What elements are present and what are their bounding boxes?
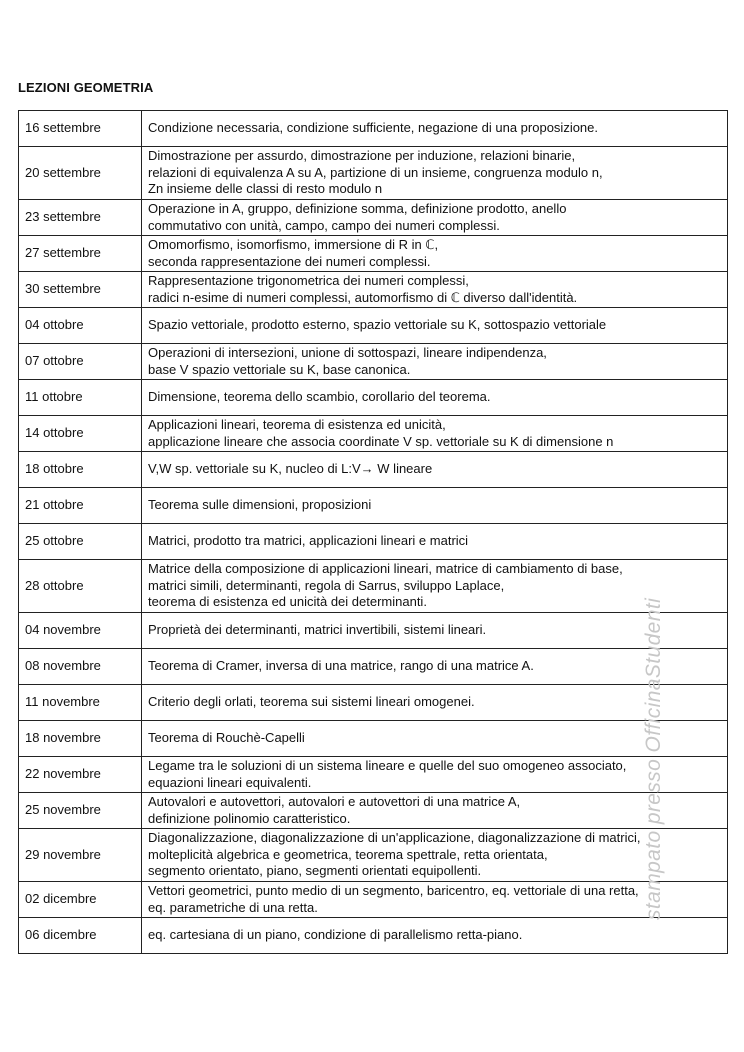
table-row: [19, 524, 728, 560]
lesson-topic-line: Autovalori e autovettori, autovalori e autovettori di una matrice A,: [148, 794, 521, 809]
lesson-topic-line: V,W sp. vettoriale su K, nucleo di L:V→ W lineare: [148, 461, 433, 477]
table-row: [19, 452, 728, 488]
lesson-topic-line: Teorema di Cramer, inversa di una matrice, rango di una matrice A.: [148, 658, 534, 674]
lesson-topic-line: segmento orientato, piano, segmenti orientati equipollenti.: [148, 863, 482, 879]
table-row: [19, 272, 728, 308]
lesson-topic: [142, 757, 728, 793]
table-row: [19, 757, 728, 793]
lesson-topic: [142, 882, 728, 918]
lesson-topic: [142, 416, 728, 452]
lesson-date: 07 ottobre: [19, 344, 142, 380]
lesson-date: 04 ottobre: [19, 308, 142, 344]
lesson-date: 22 novembre: [19, 757, 142, 793]
lesson-date: 30 settembre: [19, 272, 142, 308]
lesson-topic: [142, 236, 728, 272]
lesson-topic: [142, 793, 728, 829]
lesson-date: 25 novembre: [19, 793, 142, 829]
table-row: [19, 111, 728, 147]
table-row: [19, 344, 728, 380]
lesson-date: 21 ottobre: [19, 488, 142, 524]
lesson-date: 08 novembre: [19, 649, 142, 685]
lesson-topic: [142, 918, 728, 954]
lesson-topic-line: Omomorfismo, isomorfismo, immersione di R in ℂ,: [148, 237, 439, 252]
lessons-table-body: [19, 111, 728, 954]
lesson-topic: [142, 721, 728, 757]
table-row: [19, 308, 728, 344]
table-row: [19, 793, 728, 829]
table-row: [19, 882, 728, 918]
lesson-topic-line: applicazione lineare che associa coordinate V sp. vettoriale su K di dimensione n: [148, 433, 614, 449]
lesson-date: 23 settembre: [19, 200, 142, 236]
page-title: LEZIONI GEOMETRIA: [18, 80, 154, 95]
lesson-date: 11 novembre: [19, 685, 142, 721]
lesson-date: 28 ottobre: [19, 560, 142, 613]
lesson-topic: [142, 829, 728, 882]
lesson-topic-line: base V spazio vettoriale su K, base canonica.: [148, 361, 411, 377]
lesson-topic-line: Zn insieme delle classi di resto modulo n: [148, 181, 383, 197]
watermark: stampato presso OfficinaStudenti: [642, 597, 665, 920]
lesson-date: 20 settembre: [19, 147, 142, 200]
table-row: [19, 200, 728, 236]
lesson-date: 11 ottobre: [19, 380, 142, 416]
lesson-topic-line: Diagonalizzazione, diagonalizzazione di un'applicazione, diagonalizzazione di matrici,: [148, 830, 641, 846]
lesson-topic-line: Matrice della composizione di applicazioni lineari, matrice di cambiamento di base,: [148, 561, 623, 577]
lesson-topic: [142, 685, 728, 721]
lesson-topic-line: eq. cartesiana di un piano, condizione di parallelismo retta-piano.: [148, 927, 523, 943]
table-row: [19, 380, 728, 416]
lesson-date: 29 novembre: [19, 829, 142, 882]
lesson-topic: [142, 380, 728, 416]
lesson-topic-line: Proprietà dei determinanti, matrici invertibili, sistemi lineari.: [148, 622, 487, 638]
lessons-table: [18, 110, 728, 954]
table-row: [19, 649, 728, 685]
lesson-topic-line: Spazio vettoriale, prodotto esterno, spazio vettoriale su K, sottospazio vettoriale: [148, 317, 607, 333]
table-row: [19, 829, 728, 882]
lesson-topic: [142, 272, 728, 308]
lesson-topic: [142, 308, 728, 344]
lesson-topic-line: Applicazioni lineari, teorema di esistenza ed unicità,: [148, 417, 446, 432]
lesson-topic-line: seconda rappresentazione dei numeri complessi.: [148, 253, 431, 269]
lesson-date: 25 ottobre: [19, 524, 142, 560]
lesson-topic: [142, 344, 728, 380]
lesson-topic-line: teorema di esistenza ed unicità dei determinanti.: [148, 594, 427, 610]
lesson-topic-line: Operazioni di intersezioni, unione di sottospazi, lineare indipendenza,: [148, 345, 547, 360]
lesson-date: 16 settembre: [19, 111, 142, 147]
lesson-date: 27 settembre: [19, 236, 142, 272]
lesson-topic-line: Matrici, prodotto tra matrici, applicazioni lineari e matrici: [148, 533, 469, 549]
lesson-topic: [142, 111, 728, 147]
lesson-topic-line: Operazione in A, gruppo, definizione somma, definizione prodotto, anello: [148, 201, 567, 216]
lesson-topic: [142, 560, 728, 613]
lesson-date: 14 ottobre: [19, 416, 142, 452]
lesson-topic-line: Rappresentazione trigonometrica dei numeri complessi,: [148, 273, 469, 288]
lesson-topic-line: Criterio degli orlati, teorema sui sistemi lineari omogenei.: [148, 694, 475, 710]
table-row: [19, 685, 728, 721]
lesson-topic: [142, 524, 728, 560]
lesson-topic-line: radici n-esime di numeri complessi, automorfismo di ℂ diverso dall'identità.: [148, 289, 578, 305]
lesson-topic-line: eq. parametriche di una retta.: [148, 899, 318, 915]
table-row: [19, 416, 728, 452]
table-row: [19, 236, 728, 272]
lesson-date: 04 novembre: [19, 613, 142, 649]
lesson-date: 18 ottobre: [19, 452, 142, 488]
table-row: [19, 613, 728, 649]
lesson-topic-line: relazioni di equivalenza A su A, partizione di un insieme, congruenza modulo n,: [148, 164, 603, 180]
lesson-topic-line: Vettori geometrici, punto medio di un segmento, baricentro, eq. vettoriale di una retta,: [148, 883, 639, 898]
lesson-topic: [142, 488, 728, 524]
lesson-topic-line: Teorema di Rouchè-Capelli: [148, 730, 305, 746]
lesson-topic-line: Teorema sulle dimensioni, proposizioni: [148, 497, 372, 513]
lesson-topic-line: definizione polinomio caratteristico.: [148, 810, 351, 826]
lesson-date: 02 dicembre: [19, 882, 142, 918]
lesson-topic: [142, 147, 728, 200]
lesson-topic-line: commutativo con unità, campo, campo dei numeri complessi.: [148, 217, 500, 233]
lesson-date: 18 novembre: [19, 721, 142, 757]
lesson-topic: [142, 200, 728, 236]
table-row: [19, 560, 728, 613]
table-row: [19, 147, 728, 200]
lesson-topic-line: molteplicità algebrica e geometrica, teorema spettrale, retta orientata,: [148, 846, 548, 862]
lesson-topic: [142, 613, 728, 649]
lesson-topic-line: equazioni lineari equivalenti.: [148, 774, 312, 790]
lesson-topic-line: Condizione necessaria, condizione sufficiente, negazione di una proposizione.: [148, 120, 599, 136]
table-row: [19, 488, 728, 524]
lesson-topic-line: Dimensione, teorema dello scambio, corollario del teorema.: [148, 389, 491, 405]
lesson-topic: [142, 649, 728, 685]
table-row: [19, 918, 728, 954]
lesson-topic-line: Dimostrazione per assurdo, dimostrazione per induzione, relazioni binarie,: [148, 148, 576, 164]
lesson-topic-line: matrici simili, determinanti, regola di Sarrus, sviluppo Laplace,: [148, 577, 505, 593]
lesson-topic: [142, 452, 728, 488]
lesson-topic-line: Legame tra le soluzioni di un sistema lineare e quelle del suo omogeneo associato,: [148, 758, 627, 773]
lesson-date: 06 dicembre: [19, 918, 142, 954]
table-row: [19, 721, 728, 757]
